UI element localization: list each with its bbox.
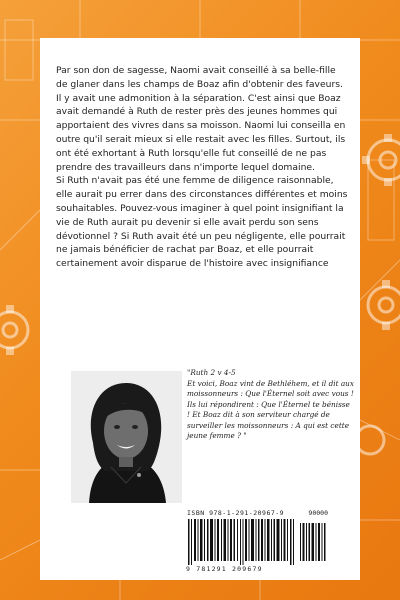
barcode-digits: 9 781291 209679 [186, 565, 263, 573]
price-code: 90000 [308, 509, 328, 517]
body-text: Par son don de sagesse, Naomi avait conseillé à sa belle-fille de glaner dans les champs de Boaz afin d'obtenir des faveurs. Il y avait une admonition à la séparation. C'est ainsi que Boaz avait demandé à Ruth de rester près des jeunes hommes qui apportaient des vivres dans sa moisson. Naomi lui conseilla en outre qu'il serait mieux si elle restait avec les filles. Surtout, ils ont été exhortant à Ruth lorsqu'elle fut conseillé de ne pas prendre des travailleurs dans n'importe lequel domaine. Si Ruth n'avait pas été une femme de diligence raisonnable, elle aurait pu errer dans des circonstances différentes et moins souhaitables. Pouvez-vous imaginer à quel point insignifiant la vie de Ruth aurait pu devenir si elle avait perdu son sens dévotionnel ? Si Ruth avait été un peu négligente, elle pourrait ne jamais bénéficier de rachat par Boaz, et elle pourrait certainement avoir disparue de l'histoire avec insignifiance [56, 65, 348, 270]
barcode-bars [186, 519, 328, 565]
isbn-label: ISBN 978-1-291-20967-9 [187, 509, 285, 517]
bible-quote: "Ruth 2 v 4-5 Et voici, Boaz vint de Bethléhem, et il dit aux moissonneurs : Que l'Éternel soit avec vous ! Ils lui répondirent : Que l'Éternel te bénisse ! Et Boaz dit à son serviteur chargé de surveiller les moissonneurs : A qui est cette jeune femme ? " [187, 368, 354, 441]
text-panel [40, 38, 360, 580]
isbn-barcode [186, 509, 328, 575]
author-photo [71, 371, 182, 503]
